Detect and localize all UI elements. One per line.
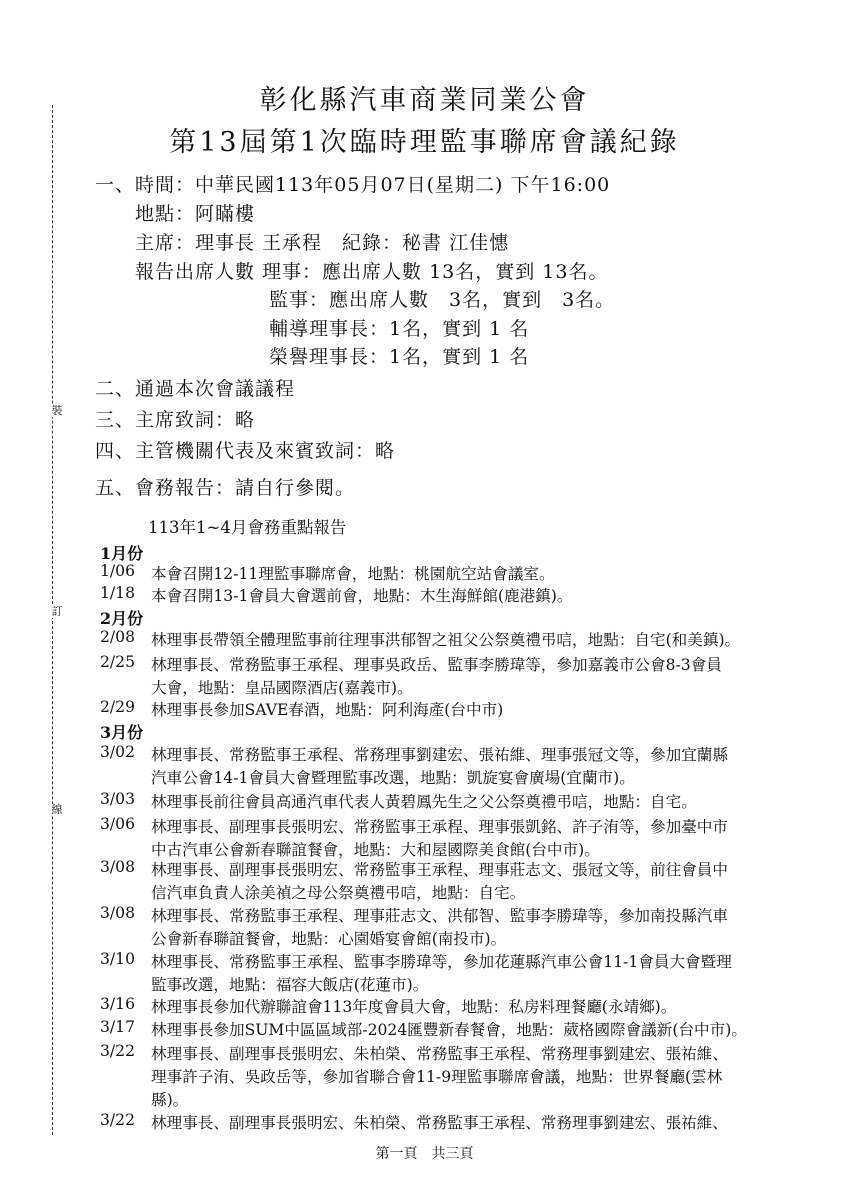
entry-date: 3/10 [100, 950, 136, 968]
entry-date: 2/29 [100, 698, 136, 716]
entry-text: 汽車公會14-1會員大會暨理監事改選，地點：凱旋宴會廣場(宜蘭市)。 [151, 769, 635, 787]
entry-text: 信汽車負責人涂美禎之母公祭奠禮弔唁，地點：自宅。 [151, 884, 526, 902]
entry-date: 2/08 [100, 628, 136, 646]
entry-text: 大會，地點：皇品國際酒店(嘉義市)。 [151, 679, 413, 697]
entry-date: 3/02 [100, 743, 136, 761]
attendance-supervisors: 監事：應出席人數 3名，實到 3名。 [269, 289, 616, 311]
entry-text: 林理事長參加SUM中區區域部-2024匯豐新春餐會，地點：葳格國際會議新(台中市)。 [151, 1021, 747, 1039]
meeting-time: 一、時間：中華民國113年05月07日(星期二) 下午16:00 [95, 174, 611, 196]
report-title: 113年1~4月會務重點報告 [148, 518, 347, 537]
entry-date: 3/03 [100, 790, 136, 808]
binding-char-bind: 裝 [51, 404, 63, 417]
entry-text: 本會召開12-11理監事聯席會，地點：桃園航空站會議室。 [151, 565, 555, 583]
entry-date: 3/22 [100, 1042, 136, 1060]
entry-text: 林理事長、常務監事王承程、理事莊志文、洪郁智、監事李勝瑋等，參加南投縣汽車 [151, 907, 728, 925]
entry-text: 林理事長、常務監事王承程、常務理事劉建宏、張祐維、理事張冠文等，參加宜蘭縣 [151, 746, 728, 764]
entry-text: 林理事長前往會員高通汽車代表人黃碧鳳先生之父公祭奠禮弔唁，地點：自宅。 [151, 793, 697, 811]
entry-date: 3/08 [100, 904, 136, 922]
month-heading: 3月份 [100, 723, 144, 742]
entry-date: 2/25 [100, 653, 136, 671]
agenda-item: 五、會務報告：請自行參閱。 [95, 477, 356, 499]
entry-text: 林理事長參加代辦聯誼會113年度會員大會，地點：私房料理餐廳(永靖鄉)。 [151, 998, 677, 1016]
agenda-item: 三、主席致詞：略 [95, 409, 256, 431]
entry-date: 3/22 [100, 1111, 136, 1129]
entry-date: 3/16 [100, 995, 136, 1013]
entry-date: 1/06 [100, 562, 136, 580]
attendance-honorary-chair: 榮譽理事長：1名，實到 1 名 [269, 346, 530, 368]
meeting-chair: 主席：理事長 王承程 紀錄：秘書 江佳憓 [135, 232, 510, 254]
entry-text: 本會召開13-1會員大會選前會，地點：木生海鮮館(鹿港鎮)。 [151, 587, 573, 605]
page-footer: 第一頁 共三頁 [375, 1146, 474, 1162]
organization-title: 彰化縣汽車商業同業公會 [259, 85, 590, 116]
entry-text: 公會新春聯誼餐會，地點：心園婚宴會館(南投市)。 [151, 930, 507, 948]
entry-text: 林理事長、副理事長張明宏、常務監事王承程、理事莊志文、張冠文等，前往會員中 [151, 861, 728, 879]
agenda-item: 二、通過本次會議議程 [95, 378, 296, 400]
agenda-item: 四、主管機關代表及來賓致詞：略 [95, 440, 396, 462]
binding-line [52, 105, 53, 1135]
meeting-title: 第13屆第1次臨時理監事聯席會議紀錄 [169, 127, 680, 158]
entry-text: 理事許子洧、吳政岳等，參加省聯合會11-9理監事聯席會議，地點：世界餐廳(雲林 [151, 1068, 723, 1086]
entry-text: 縣)。 [151, 1091, 189, 1109]
attendance-advisory-chair: 輔導理事長：1名，實到 1 名 [269, 318, 530, 340]
entry-date: 3/17 [100, 1018, 136, 1036]
entry-date: 1/18 [100, 584, 136, 602]
entry-text: 林理事長、常務監事王承程、理事吳政岳、監事李勝瑋等，參加嘉義市公會8-3會員 [151, 656, 722, 674]
attendance-directors: 報告出席人數 理事：應出席人數 13名，實到 13名。 [135, 261, 609, 283]
entry-text: 林理事長帶領全體理監事前往理事洪郁智之祖父公祭奠禮弔唁，地點：自宅(和美鎮)。 [151, 631, 741, 649]
meeting-location: 地點：阿瞞樓 [135, 203, 256, 225]
entry-date: 3/08 [100, 858, 136, 876]
entry-text: 林理事長、副理事長張明宏、常務監事王承程、理事張凱銘、許子洧等，參加臺中市 [151, 818, 728, 836]
binding-char-stitch: 訂 [51, 605, 63, 618]
binding-char-line: 線 [51, 803, 63, 816]
month-heading: 2月份 [100, 609, 144, 628]
entry-text: 監事改選，地點：福容大飯店(花蓮市)。 [151, 976, 429, 994]
month-heading: 1月份 [100, 544, 144, 563]
entry-date: 3/06 [100, 815, 136, 833]
entry-text: 林理事長、副理事長張明宏、朱柏榮、常務監事王承程、常務理事劉建宏、張祐維、 [151, 1114, 728, 1132]
entry-text: 林理事長、常務監事王承程、監事李勝瑋等，參加花蓮縣汽車公會11-1會員大會暨理 [151, 953, 732, 971]
entry-text: 林理事長、副理事長張明宏、朱柏榮、常務監事王承程、常務理事劉建宏、張祐維、 [151, 1045, 728, 1063]
entry-text: 中古汽車公會新春聯誼餐會，地點：大和屋國際美食館(台中市)。 [151, 841, 600, 859]
entry-text: 林理事長參加SAVE春酒，地點：阿利海產(台中市) [151, 701, 504, 719]
